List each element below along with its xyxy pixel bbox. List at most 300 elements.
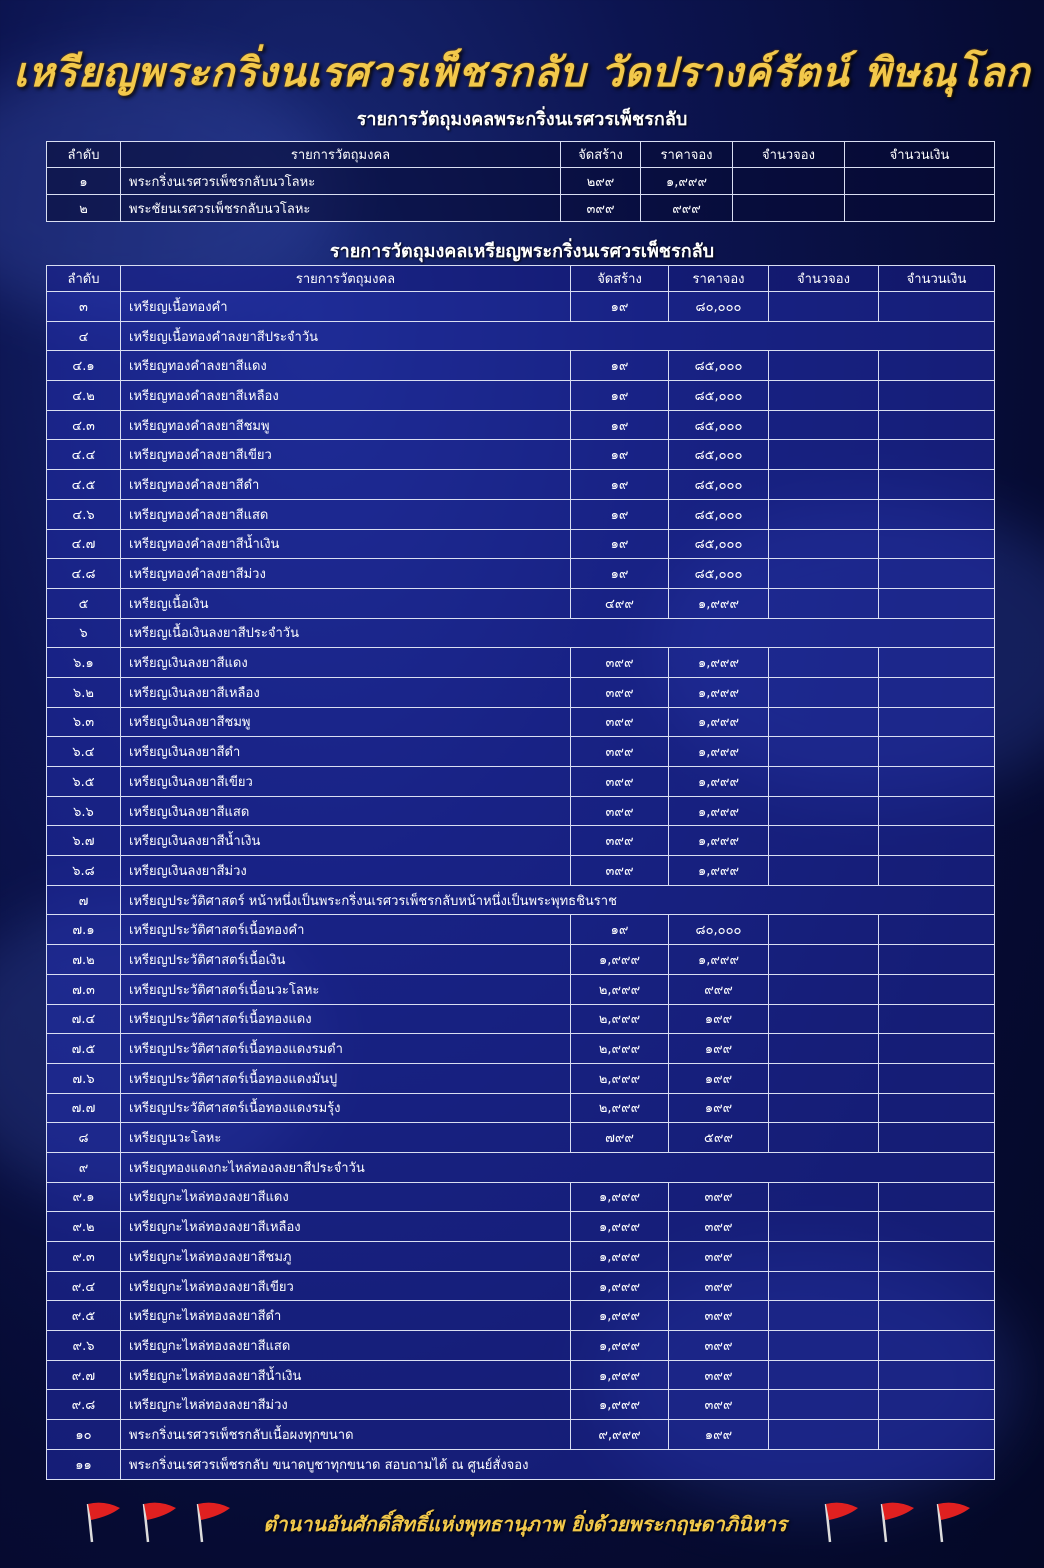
item-name: เหรียญประวัติศาสตร์เนื้อทองแดง [121,1004,571,1034]
row-number: ๗.๗ [47,1093,121,1123]
column-header: ลำดับ [47,266,121,292]
section2-heading: รายการวัตถุมงคลเหรียญพระกริ่งนเรศวรเพ็ชรกลับ [329,241,715,262]
amount-cell[interactable] [845,195,995,222]
item-name: เหรียญเงินลงยาสีม่วง [121,856,571,886]
row-number: ๗ [47,885,121,915]
quantity-cell: ๓๙๙ [571,826,669,856]
table-row [47,499,995,529]
price-cell: ๓๙๙ [669,1390,769,1420]
amount-cell[interactable] [879,1271,995,1301]
item-name: เหรียญกะไหล่ทองลงยาสีม่วง [121,1390,571,1420]
item-name: เหรียญเนื้อเงินลงยาสีประจำวัน [121,618,995,648]
item-name: เหรียญทองคำลงยาสีเขียว [121,440,571,470]
row-number: ๓ [47,292,121,322]
quantity-cell: ๑๙ [571,381,669,411]
amount-cell[interactable] [879,499,995,529]
table-row [47,1449,995,1479]
quantity-cell: ๓๙๙ [561,195,641,222]
reserve-count-cell[interactable] [769,826,879,856]
footer [0,1500,1044,1548]
quantity-cell: ๓๙๙ [571,707,669,737]
amount-cell[interactable] [879,529,995,559]
reserve-count-cell[interactable] [769,1123,879,1153]
item-name: เหรียญเงินลงยาสีน้ำเงิน [121,826,571,856]
table-row [47,1123,995,1153]
table-row [47,826,995,856]
amount-cell[interactable] [879,974,995,1004]
table-row [47,195,995,222]
quantity-cell: ๑,๙๙๙ [571,1301,669,1331]
red-flag-icon [874,1500,920,1544]
row-number: ๙ [47,1152,121,1182]
row-number: ๖.๒ [47,677,121,707]
item-name: เหรียญเนื้อเงิน [121,588,571,618]
item-name: พระกริ่งนเรศวรเพ็ชรกลับนวโลหะ [121,168,561,195]
amount-cell[interactable] [879,351,995,381]
amount-cell[interactable] [879,559,995,589]
row-number: ๖.๗ [47,826,121,856]
table-row [47,168,995,195]
row-number: ๔.๔ [47,440,121,470]
price-cell: ๘๐,๐๐๐ [669,292,769,322]
price-cell: ๑,๙๙๙ [669,707,769,737]
row-number: ๑๑ [47,1449,121,1479]
item-name: เหรียญประวัติศาสตร์เนื้อทองแดงรมรุ้ง [121,1093,571,1123]
amount-cell[interactable] [879,410,995,440]
price-cell: ๘๕,๐๐๐ [669,440,769,470]
quantity-cell: ๗๙๙ [571,1123,669,1153]
item-name: พระชัยนเรศวรเพ็ชรกลับนวโลหะ [121,195,561,222]
item-name: พระกริ่งนเรศวรเพ็ชรกลับ ขนาดบูชาทุกขนาด สอบถามได้ ณ ศูนย์สั่งจอง [121,1449,995,1479]
column-header: จัดสร้าง [561,142,641,168]
item-name: เหรียญกะไหล่ทองลงยาสีชมภู [121,1242,571,1272]
row-number: ๙.๗ [47,1360,121,1390]
item-name: เหรียญเงินลงยาสีชมพู [121,707,571,737]
amount-cell[interactable] [879,1093,995,1123]
amount-cell[interactable] [879,767,995,797]
quantity-cell: ๑,๙๙๙ [571,945,669,975]
reserve-count-cell[interactable] [769,1242,879,1272]
quantity-cell: ๒,๙๙๙ [571,1034,669,1064]
price-cell: ๙๙๙ [669,974,769,1004]
reserve-count-cell[interactable] [769,856,879,886]
amount-cell[interactable] [879,588,995,618]
row-number: ๖ [47,618,121,648]
reserve-count-cell[interactable] [769,559,879,589]
quantity-cell: ๒,๙๙๙ [571,974,669,1004]
row-number: ๙.๖ [47,1331,121,1361]
item-name: เหรียญเงินลงยาสีแดง [121,648,571,678]
row-number: ๙.๕ [47,1301,121,1331]
item-name: เหรียญทองคำลงยาสีน้ำเงิน [121,529,571,559]
amount-cell[interactable] [879,1420,995,1450]
reserve-count-cell[interactable] [769,1271,879,1301]
quantity-cell: ๑,๙๙๙ [571,1390,669,1420]
price-cell: ๓๙๙ [669,1360,769,1390]
reserve-count-cell[interactable] [769,974,879,1004]
row-number: ๔.๘ [47,559,121,589]
reserve-count-cell[interactable] [769,1182,879,1212]
reserve-count-cell[interactable] [769,796,879,826]
price-cell: ๑๙๙ [669,1093,769,1123]
reserve-count-cell[interactable] [769,648,879,678]
quantity-cell: ๓๙๙ [571,677,669,707]
quantity-cell: ๑,๙๙๙ [571,1360,669,1390]
red-flag-icon [818,1500,864,1544]
price-cell: ๑,๙๙๙ [669,767,769,797]
table-row [47,1271,995,1301]
item-name: เหรียญทองแดงกะไหล่ทองลงยาสีประจำวัน [121,1152,995,1182]
quantity-cell: ๒,๙๙๙ [571,1004,669,1034]
table-row [47,470,995,500]
footer-slogan: ตำนานอันศักดิ์สิทธิ์แห่งพุทธานุภาพ ยิ่งด้วยพระกฤษดาภินิหาร [263,1512,787,1536]
column-header: ราคาจอง [641,142,733,168]
item-name: เหรียญกะไหล่ทองลงยาสีเหลือง [121,1212,571,1242]
section2-table [46,265,995,1480]
row-number: ๗.๔ [47,1004,121,1034]
quantity-cell: ๑๙ [571,470,669,500]
price-cell: ๘๕,๐๐๐ [669,529,769,559]
column-header: จำนวจอง [733,142,845,168]
quantity-cell: ๔๙๙ [571,588,669,618]
item-name: เหรียญเงินลงยาสีเหลือง [121,677,571,707]
row-number: ๔.๓ [47,410,121,440]
table-row [47,1182,995,1212]
table-row [47,1331,995,1361]
item-name: เหรียญเนื้อทองคำ [121,292,571,322]
quantity-cell: ๙,๙๙๙ [571,1420,669,1450]
amount-cell[interactable] [845,168,995,195]
table-row [47,1420,995,1450]
quantity-cell: ๑๙ [571,410,669,440]
row-number: ๕ [47,588,121,618]
table-row [47,440,995,470]
price-cell: ๘๕,๐๐๐ [669,559,769,589]
row-number: ๙.๒ [47,1212,121,1242]
table-row [47,1242,995,1272]
amount-cell[interactable] [879,440,995,470]
item-name: เหรียญกะไหล่ทองลงยาสีน้ำเงิน [121,1360,571,1390]
red-flag-icon [930,1500,976,1544]
row-number: ๗.๒ [47,945,121,975]
quantity-cell: ๑๙ [571,559,669,589]
quantity-cell: ๑,๙๙๙ [571,1182,669,1212]
item-name: เหรียญประวัติศาสตร์ หน้าหนึ่งเป็นพระกริ่งนเรศวรเพ็ชรกลับหน้าหนึ่งเป็นพระพุทธชินราช [121,885,995,915]
item-name: เหรียญกะไหล่ทองลงยาสีดำ [121,1301,571,1331]
quantity-cell: ๑,๙๙๙ [571,1331,669,1361]
price-cell: ๙๙๙ [641,195,733,222]
amount-cell[interactable] [879,1182,995,1212]
table-row [47,588,995,618]
amount-cell[interactable] [879,1063,995,1093]
quantity-cell: ๑๙ [571,499,669,529]
price-cell: ๑,๙๙๙ [669,945,769,975]
row-number: ๖.๘ [47,856,121,886]
item-name: เหรียญเงินลงยาสีเขียว [121,767,571,797]
reserve-count-cell[interactable] [769,1034,879,1064]
price-cell: ๓๙๙ [669,1331,769,1361]
reserve-count-cell[interactable] [769,381,879,411]
row-number: ๙.๔ [47,1271,121,1301]
reserve-count-cell[interactable] [769,677,879,707]
amount-cell[interactable] [879,1360,995,1390]
item-name: เหรียญเนื้อทองคำลงยาสีประจำวัน [121,321,995,351]
reserve-count-cell[interactable] [769,915,879,945]
price-cell: ๘๕,๐๐๐ [669,381,769,411]
table-row [47,410,995,440]
section1-heading: รายการวัตถุมงคลพระกริ่งนเรศวรเพ็ชรกลับ [356,109,688,130]
item-name: เหรียญกะไหล่ทองลงยาสีเขียว [121,1271,571,1301]
price-cell: ๓๙๙ [669,1212,769,1242]
reserve-count-cell[interactable] [769,707,879,737]
column-header: จำนวนเงิน [845,142,995,168]
red-flag-icon [80,1500,126,1544]
table-row [47,796,995,826]
reserve-count-cell[interactable] [769,499,879,529]
item-name: เหรียญทองคำลงยาสีชมพู [121,410,571,440]
price-cell: ๘๐,๐๐๐ [669,915,769,945]
reserve-count-cell[interactable] [769,410,879,440]
table-header-row [47,266,995,292]
quantity-cell: ๑๙ [571,440,669,470]
column-header: จำนวจอง [769,266,879,292]
table-header-row [47,142,995,168]
row-number: ๖.๔ [47,737,121,767]
reserve-count-cell[interactable] [769,737,879,767]
table-row [47,529,995,559]
table-row [47,1212,995,1242]
amount-cell[interactable] [879,381,995,411]
table-row [47,767,995,797]
item-name: เหรียญทองคำลงยาสีแสด [121,499,571,529]
row-number: ๙.๘ [47,1390,121,1420]
item-name: เหรียญทองคำลงยาสีม่วง [121,559,571,589]
row-number: ๔.๗ [47,529,121,559]
row-number: ๙.๑ [47,1182,121,1212]
table-row [47,1152,995,1182]
row-number: ๖.๑ [47,648,121,678]
quantity-cell: ๑,๙๙๙ [571,1212,669,1242]
reserve-count-cell[interactable] [733,195,845,222]
amount-cell[interactable] [879,945,995,975]
table-row [47,648,995,678]
quantity-cell: ๓๙๙ [571,796,669,826]
quantity-cell: ๓๙๙ [571,648,669,678]
reserve-count-cell[interactable] [769,1301,879,1331]
reserve-count-cell[interactable] [769,351,879,381]
table-row [47,945,995,975]
price-cell: ๕๙๙ [669,1123,769,1153]
quantity-cell: ๑๙ [571,351,669,381]
row-number: ๔.๕ [47,470,121,500]
reserve-count-cell[interactable] [769,1212,879,1242]
quantity-cell: ๑๙ [571,529,669,559]
amount-cell[interactable] [879,856,995,886]
price-cell: ๘๕,๐๐๐ [669,351,769,381]
amount-cell[interactable] [879,737,995,767]
price-cell: ๑๙๙ [669,1063,769,1093]
row-number: ๑๐ [47,1420,121,1450]
row-number: ๖.๕ [47,767,121,797]
row-number: ๗.๓ [47,974,121,1004]
row-number: ๖.๖ [47,796,121,826]
quantity-cell: ๒๙๙ [561,168,641,195]
item-name: เหรียญประวัติศาสตร์เนื้อทองคำ [121,915,571,945]
price-cell: ๑,๙๙๙ [669,826,769,856]
quantity-cell: ๑๙ [571,292,669,322]
table-row [47,351,995,381]
row-number: ๗.๖ [47,1063,121,1093]
amount-cell[interactable] [879,796,995,826]
item-name: เหรียญประวัติศาสตร์เนื้อทองแดงรมดำ [121,1034,571,1064]
quantity-cell: ๑,๙๙๙ [571,1271,669,1301]
price-cell: ๑,๙๙๙ [669,737,769,767]
amount-cell[interactable] [879,826,995,856]
price-cell: ๑๙๙ [669,1004,769,1034]
amount-cell[interactable] [879,1212,995,1242]
amount-cell[interactable] [879,1331,995,1361]
table-row [47,1004,995,1034]
item-name: เหรียญประวัติศาสตร์เนื้อทองแดงมันปู [121,1063,571,1093]
reserve-count-cell[interactable] [769,1063,879,1093]
quantity-cell: ๓๙๙ [571,856,669,886]
price-cell: ๑,๙๙๙ [669,588,769,618]
red-flag-icon [136,1500,182,1544]
section1-table [46,141,995,222]
item-name: เหรียญประวัติศาสตร์เนื้อเงิน [121,945,571,975]
item-name: เหรียญประวัติศาสตร์เนื้อนวะโลหะ [121,974,571,1004]
price-cell: ๘๕,๐๐๐ [669,470,769,500]
amount-cell[interactable] [879,1004,995,1034]
reserve-count-cell[interactable] [733,168,845,195]
price-cell: ๓๙๙ [669,1242,769,1272]
price-cell: ๓๙๙ [669,1271,769,1301]
amount-cell[interactable] [879,707,995,737]
item-name: เหรียญทองคำลงยาสีดำ [121,470,571,500]
column-header: จำนวนเงิน [879,266,995,292]
row-number: ๒ [47,195,121,222]
price-cell: ๓๙๙ [669,1301,769,1331]
item-name: เหรียญนวะโลหะ [121,1123,571,1153]
table-row [47,618,995,648]
item-name: เหรียญกะไหล่ทองลงยาสีแดง [121,1182,571,1212]
reserve-count-cell[interactable] [769,767,879,797]
column-header: จัดสร้าง [571,266,669,292]
reserve-count-cell[interactable] [769,1390,879,1420]
table-row [47,1063,995,1093]
table-row [47,707,995,737]
reserve-count-cell[interactable] [769,292,879,322]
column-header: ลำดับ [47,142,121,168]
price-cell: ๑๙๙ [669,1420,769,1450]
item-name: เหรียญทองคำลงยาสีเหลือง [121,381,571,411]
item-name: เหรียญกะไหล่ทองลงยาสีแสด [121,1331,571,1361]
table-row [47,1093,995,1123]
quantity-cell: ๒,๙๙๙ [571,1063,669,1093]
row-number: ๑ [47,168,121,195]
reserve-count-cell[interactable] [769,588,879,618]
amount-cell[interactable] [879,470,995,500]
row-number: ๔.๑ [47,351,121,381]
amount-cell[interactable] [879,1123,995,1153]
price-cell: ๘๕,๐๐๐ [669,410,769,440]
table-row [47,915,995,945]
row-number: ๗.๑ [47,915,121,945]
column-header: รายการวัตถุมงคล [121,142,561,168]
table-row [47,559,995,589]
table-row [47,856,995,886]
table-row [47,885,995,915]
quantity-cell: ๑๙ [571,915,669,945]
table-row [47,292,995,322]
item-name: เหรียญเงินลงยาสีดำ [121,737,571,767]
price-cell: ๑,๙๙๙ [669,796,769,826]
amount-cell[interactable] [879,1390,995,1420]
price-cell: ๓๙๙ [669,1182,769,1212]
price-cell: ๑๙๙ [669,1034,769,1064]
row-number: ๔.๖ [47,499,121,529]
table-row [47,1301,995,1331]
quantity-cell: ๒,๙๙๙ [571,1093,669,1123]
row-number: ๗.๕ [47,1034,121,1064]
reserve-count-cell[interactable] [769,1093,879,1123]
reserve-count-cell[interactable] [769,1420,879,1450]
item-name: เหรียญเงินลงยาสีแสด [121,796,571,826]
quantity-cell: ๓๙๙ [571,767,669,797]
row-number: ๘ [47,1123,121,1153]
amount-cell[interactable] [879,1242,995,1272]
page-title: เหรียญพระกริ่งนเรศวรเพ็ชรกลับ วัดปรางค์รัตน์ พิษณุโลก [13,49,1031,96]
reserve-count-cell[interactable] [769,1360,879,1390]
row-number: ๔.๒ [47,381,121,411]
amount-cell[interactable] [879,677,995,707]
table-row [47,321,995,351]
reserve-count-cell[interactable] [769,440,879,470]
row-number: ๔ [47,321,121,351]
price-cell: ๑,๙๙๙ [669,648,769,678]
reserve-count-cell[interactable] [769,1331,879,1361]
table-row [47,737,995,767]
table-row [47,1390,995,1420]
column-header: รายการวัตถุมงคล [121,266,571,292]
item-name: พระกริ่งนเรศวรเพ็ชรกลับเนื้อผงทุกขนาด [121,1420,571,1450]
amount-cell[interactable] [879,1301,995,1331]
table-row [47,677,995,707]
reserve-count-cell[interactable] [769,470,879,500]
amount-cell[interactable] [879,1034,995,1064]
quantity-cell: ๑,๙๙๙ [571,1242,669,1272]
reserve-count-cell[interactable] [769,1004,879,1034]
amount-cell[interactable] [879,292,995,322]
price-cell: ๑,๙๙๙ [641,168,733,195]
price-cell: ๑,๙๙๙ [669,856,769,886]
amount-cell[interactable] [879,648,995,678]
reserve-count-cell[interactable] [769,529,879,559]
table-row [47,1034,995,1064]
table-row [47,974,995,1004]
row-number: ๙.๓ [47,1242,121,1272]
row-number: ๖.๓ [47,707,121,737]
amount-cell[interactable] [879,915,995,945]
quantity-cell: ๓๙๙ [571,737,669,767]
item-name: เหรียญทองคำลงยาสีแดง [121,351,571,381]
table-row [47,1360,995,1390]
column-header: ราคาจอง [669,266,769,292]
price-cell: ๘๕,๐๐๐ [669,499,769,529]
price-cell: ๑,๙๙๙ [669,677,769,707]
table-row [47,381,995,411]
reserve-count-cell[interactable] [769,945,879,975]
